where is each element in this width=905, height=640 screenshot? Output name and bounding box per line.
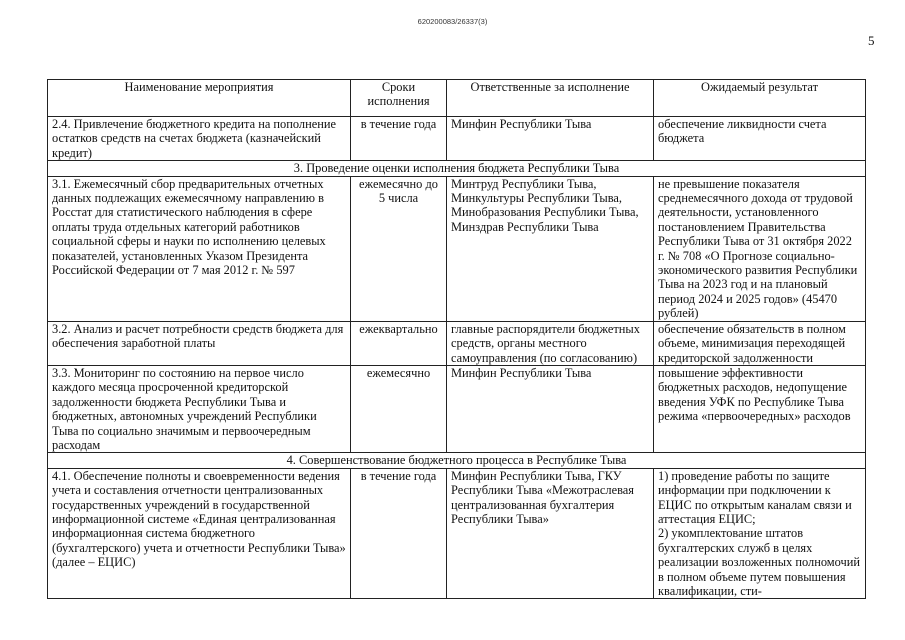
column-header-deadline: Сроки исполнения [351,80,447,117]
table-row [48,117,866,161]
responsible-cell: Минфин Республики Тыва [447,117,654,161]
table-header-row [48,80,866,117]
measure-cell: 3.1. Ежемесячный сбор предварительных отчетных данных подлежащих ежемесячному направлению в Росстат для статистического наблюдения в сфере оплаты труда отдельных категорий работников социальной сферы и науки по исполнению целевых показателей, установленных Указом Президента Российской Федерации от 7 мая 2012 г. № 597 [48,176,351,321]
result-item: 1) проведение работы по защите информации при подключении к ЕЦИС по открытым каналам связи и аттестация ЕЦИС; [658,468,852,526]
result-cell: обеспечение ликвидности счета бюджета [654,117,866,161]
result-item: 2) укомплектование штатов бухгалтерских служб в целях реализации возложенных полномочий в полном объеме путем повышения квалификации, сти- [658,526,861,598]
table-row [48,365,866,452]
measure-cell: 3.3. Мониторинг по состоянию на первое число каждого месяца просроченной кредиторской задолженности бюджета Республики Тыва и бюджетных, автономных учреждений Республики Тыва по социально значимым и первоочередным расходам [48,365,351,452]
result-cell [654,468,866,599]
deadline-cell: ежемесячно до 5 числа [351,176,447,321]
deadline-cell: в течение года [351,117,447,161]
measure-cell: 3.2. Анализ и расчет потребности средств бюджета для обеспечения заработной платы [48,321,351,365]
section-row [48,161,866,176]
column-header-measure: Наименование мероприятия [48,80,351,117]
section-row [48,453,866,468]
result-cell: повышение эффективности бюджетных расходов, недопущение введения УФК по Республике Тыва режима «первоочередных» расходов [654,365,866,452]
measure-cell: 4.1. Обеспечение полноты и своевременности ведения учета и составления отчетности централизованных государственных учреждений в государственной информационной системе «Единая централизованная информационная система бюджетного (бухгалтерского) учета и отчетности Республики Тыва» (далее – ЕЦИС) [48,468,351,599]
responsible-cell: Минфин Республики Тыва [447,365,654,452]
deadline-cell: ежемесячно [351,365,447,452]
table-row [48,468,866,599]
action-plan-table [47,79,866,599]
responsible-cell: Минтруд Республики Тыва, Минкультуры Республики Тыва, Минобразования Республики Тыва, Минздрав Республики Тыва [447,176,654,321]
table-row [48,176,866,321]
result-cell: не превышение показателя среднемесячного дохода от трудовой деятельности, установленного постановлением Правительства Республики Тыва от 31 октября 2022 г. № 708 «О Прогнозе социально-экономического развития Республики Тыва на 2023 год и на плановый период 2024 и 2025 годов» (45470 рублей) [654,176,866,321]
responsible-cell: главные распорядители бюджетных средств, органы местного самоуправления (по согласованию) [447,321,654,365]
table-row [48,321,866,365]
document-number: 620200083/26337(3) [417,17,488,26]
column-header-result: Ожидаемый результат [654,80,866,117]
section-heading: 3. Проведение оценки исполнения бюджета Республики Тыва [48,161,866,176]
section-heading: 4. Совершенствование бюджетного процесса в Республике Тыва [48,453,866,468]
result-cell: обеспечение обязательств в полном объеме, минимизация переходящей кредиторской задолженности [654,321,866,365]
measure-cell: 2.4. Привлечение бюджетного кредита на пополнение остатков средств на счетах бюджета (казначейский кредит) [48,117,351,161]
page-number: 5 [868,33,875,48]
deadline-cell: ежеквартально [351,321,447,365]
column-header-responsible: Ответственные за исполнение [447,80,654,117]
deadline-cell: в течение года [351,468,447,599]
responsible-cell: Минфин Республики Тыва, ГКУ Республики Тыва «Межотраслевая централизованная бухгалтерия Республики Тыва» [447,468,654,599]
